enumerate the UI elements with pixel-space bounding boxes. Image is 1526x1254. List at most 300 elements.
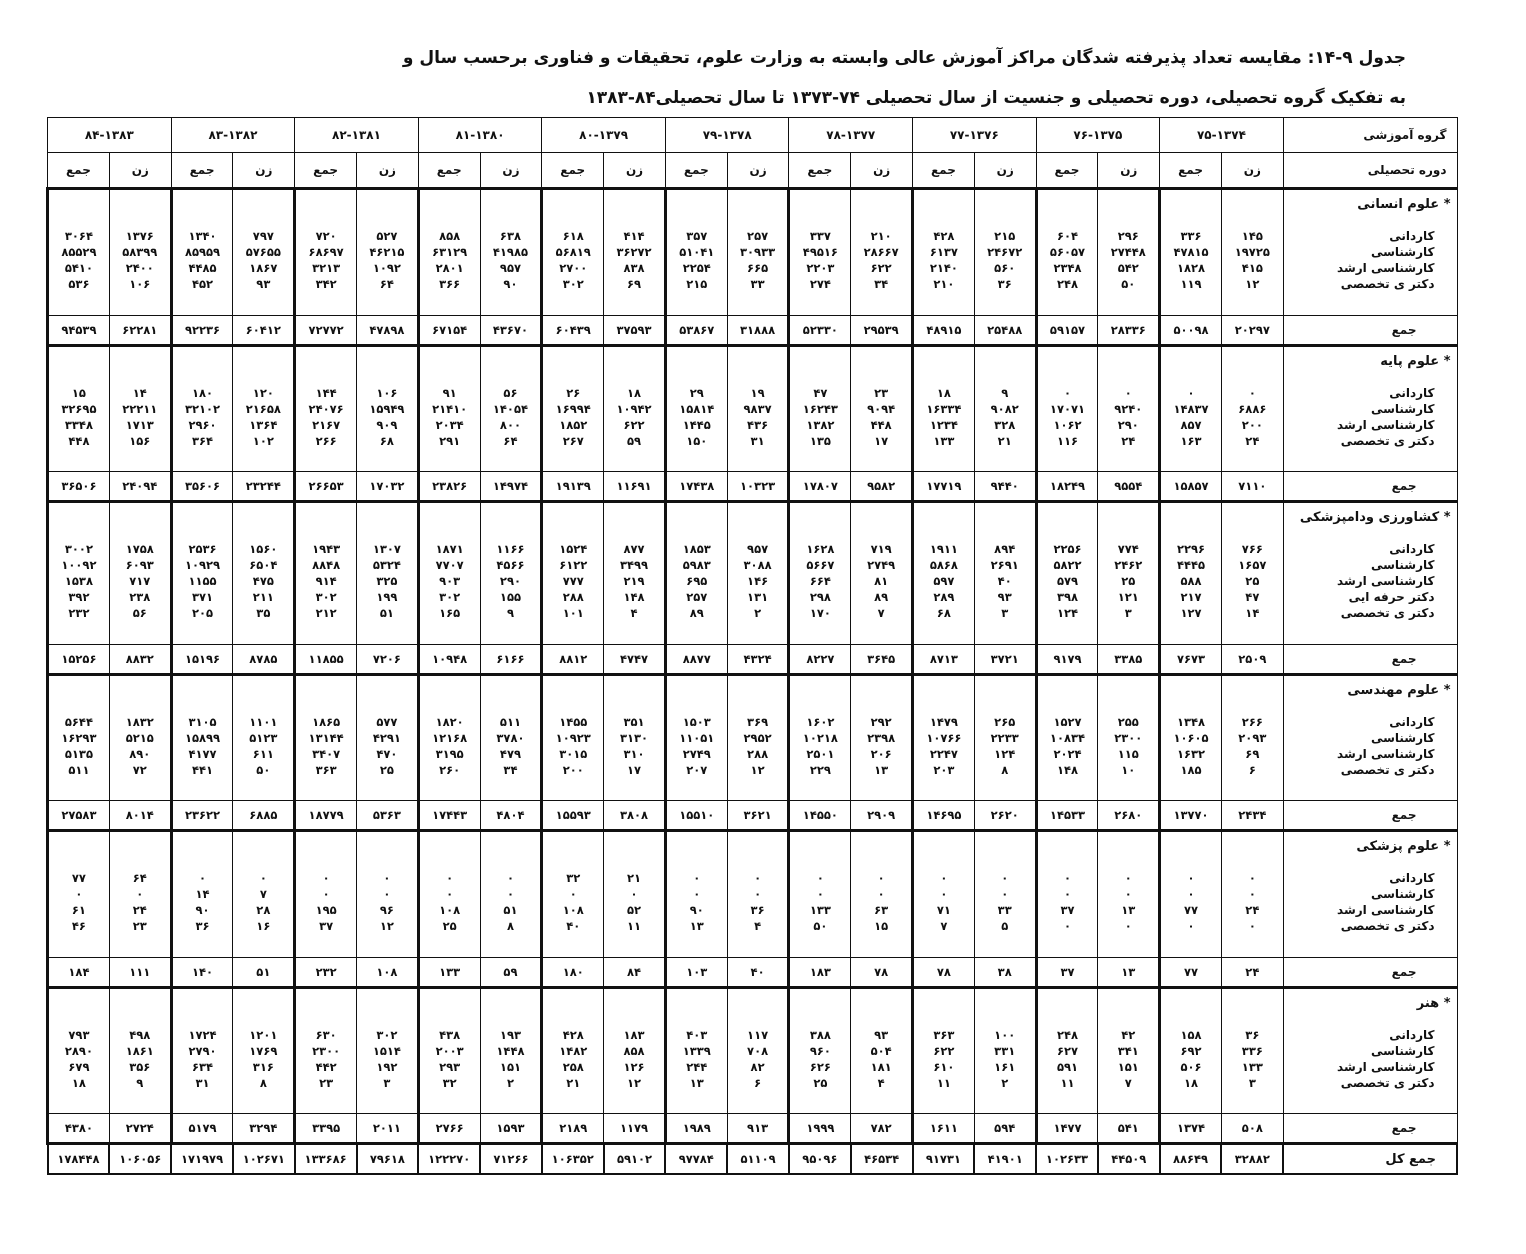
data-cell: ۲۹۰ [480, 573, 542, 589]
data-cell: ۲۱۶۷ [295, 417, 357, 433]
data-cell: ۱۱۶ [1036, 433, 1098, 449]
data-cell: ۶۲۲ [851, 260, 913, 276]
sum-cell: ۱۱۷۹ [604, 1114, 666, 1144]
data-cell: ۵۶۰۵۷ [1036, 244, 1098, 260]
data-cell: ۲۴۸ [1036, 276, 1098, 292]
data-cell: ۶۲۲ [913, 1043, 975, 1059]
sum-cell: ۵۱۷۹ [171, 1114, 233, 1144]
data-cell: ۲۷۴ [789, 276, 851, 292]
data-cell: ۳۰۲ [542, 276, 604, 292]
data-cell: ۱۰۶ [109, 276, 171, 292]
data-cell: ۷ [851, 605, 913, 621]
sum-cell: ۳۵۶۰۶ [171, 472, 233, 502]
data-cell: ۱۶۲۸ [789, 541, 851, 557]
sum-cell: ۲۶۶۵۳ [295, 472, 357, 502]
group-sum-row [48, 801, 1458, 831]
data-cell: ۲۶ [542, 385, 604, 401]
data-cell: ۵۴۲ [1098, 260, 1160, 276]
data-cell: ۴۱۴ [604, 228, 666, 244]
data-cell: ۵۸۶۸ [913, 557, 975, 573]
data-cell: ۰ [1221, 385, 1283, 401]
data-cell: ۲۴۰۰ [109, 260, 171, 276]
data-cell: ۴۲۸ [542, 1027, 604, 1043]
data-cell: ۳۶ [171, 918, 233, 934]
data-cell: ۱۳۳ [1221, 1059, 1283, 1075]
sum-cell: ۱۷۴۴۳ [418, 801, 480, 831]
data-cell: ۱۴۴ [295, 385, 357, 401]
data-cell: ۲۰۷ [665, 762, 727, 778]
data-row [48, 1043, 1458, 1059]
data-cell: ۲۹۱ [418, 433, 480, 449]
level-label: دکتر ی تخصصی [1283, 605, 1457, 621]
sum-cell: ۲۴۰۹۴ [109, 472, 171, 502]
header-year: ۷۶-۱۳۷۵ [1036, 118, 1160, 153]
data-cell: ۸۹۰ [109, 746, 171, 762]
sum-cell: ۱۸۲۴۹ [1036, 472, 1098, 502]
data-cell: ۰ [1098, 918, 1160, 934]
data-cell: ۴۲۸ [913, 228, 975, 244]
data-cell: ۱۸ [1160, 1075, 1222, 1091]
group-title-row [48, 502, 1458, 526]
sum-cell: ۴۳۶۷۰ [480, 315, 542, 345]
data-cell: ۱۴۸ [1036, 762, 1098, 778]
sum-cell: ۱۴۵۳۳ [1036, 801, 1098, 831]
sum-cell: ۸۸۱۲ [542, 644, 604, 674]
sum-cell: ۵۹۴ [974, 1114, 1036, 1144]
sum-cell: ۷۲۷۷۲ [295, 315, 357, 345]
sum-cell: ۱۵۵۱۰ [665, 801, 727, 831]
data-cell: ۷۷ [1160, 902, 1222, 918]
data-cell: ۶۱۱ [233, 746, 295, 762]
data-cell: ۶۳۸ [480, 228, 542, 244]
sum-cell: ۵۳۶۳ [357, 801, 419, 831]
data-cell: ۱۷۰۷۱ [1036, 401, 1098, 417]
sum-cell: ۱۶۱۱ [913, 1114, 975, 1144]
sum-cell: ۲۴ [1221, 957, 1283, 987]
data-cell: ۲ [480, 1075, 542, 1091]
group-name: * علوم مهندسی [1283, 674, 1457, 698]
data-cell: ۱۶۳۳۴ [913, 401, 975, 417]
data-cell: ۹۰۳ [418, 573, 480, 589]
sum-cell: ۳۶۴۵ [851, 644, 913, 674]
grand-total-cell: ۱۲۲۲۷۰ [418, 1144, 480, 1175]
sum-cell: ۴۸۰۴ [480, 801, 542, 831]
header-year: ۸۴-۱۳۸۳ [48, 118, 172, 153]
data-cell: ۸۵۷ [1160, 417, 1222, 433]
data-cell: ۳ [974, 605, 1036, 621]
sum-cell: ۵۹۱۵۷ [1036, 315, 1098, 345]
level-label: کارشناسی [1283, 244, 1457, 260]
sum-cell: ۱۵۸۵۷ [1160, 472, 1222, 502]
data-cell: ۵۰ [789, 918, 851, 934]
data-cell: ۳۶۶ [418, 276, 480, 292]
data-cell: ۲۹۸ [789, 589, 851, 605]
data-cell: ۷۲۰ [295, 228, 357, 244]
data-cell: ۱۱ [913, 1075, 975, 1091]
data-cell: ۰ [1160, 886, 1222, 902]
data-cell: ۲۵۳۶ [171, 541, 233, 557]
data-cell: ۵۳۲۴ [357, 557, 419, 573]
data-cell: ۰ [974, 886, 1036, 902]
data-cell: ۶۱۳۷ [913, 244, 975, 260]
data-cell: ۵۹۷ [913, 573, 975, 589]
level-label: کاردانی [1283, 228, 1457, 244]
data-cell: ۱۷۱۳ [109, 417, 171, 433]
data-cell: ۴۵۶۶ [480, 557, 542, 573]
data-cell: ۳۳۷ [789, 228, 851, 244]
sum-cell: ۷۸ [851, 957, 913, 987]
sum-cell: ۳۷۵۹۳ [604, 315, 666, 345]
grand-total-cell: ۸۸۶۴۹ [1160, 1144, 1222, 1175]
data-row [48, 417, 1458, 433]
group-sum-row [48, 957, 1458, 987]
data-row [48, 605, 1458, 621]
data-cell: ۱۰۸ [542, 902, 604, 918]
data-cell: ۳۶۳ [295, 762, 357, 778]
data-cell: ۴۶ [48, 918, 110, 934]
header-woman: زن [1098, 153, 1160, 189]
grand-total-cell: ۱۷۸۴۴۸ [48, 1144, 110, 1175]
data-cell: ۰ [295, 870, 357, 886]
data-cell: ۸ [233, 1075, 295, 1091]
data-cell: ۴۵۲ [171, 276, 233, 292]
data-cell: ۹۰۹۴ [851, 401, 913, 417]
level-label: کاردانی [1283, 870, 1457, 886]
data-cell: ۰ [1036, 886, 1098, 902]
grand-total-cell: ۱۰۶۳۵۲ [542, 1144, 604, 1175]
header-row-years [48, 118, 1458, 153]
sum-label: جمع [1283, 472, 1457, 502]
data-cell: ۲۲۵۶ [1036, 541, 1098, 557]
sum-cell: ۲۹۵۳۹ [851, 315, 913, 345]
header-total: جمع [913, 153, 975, 189]
data-cell: ۲۲۴۷ [913, 746, 975, 762]
data-cell: ۲۶۷ [542, 433, 604, 449]
data-cell: ۶۹ [604, 276, 666, 292]
data-cell: ۲۶۹۱ [974, 557, 1036, 573]
data-cell: ۷۱۷ [109, 573, 171, 589]
data-cell: ۱۳۷۶ [109, 228, 171, 244]
data-cell: ۵۰ [1098, 276, 1160, 292]
data-cell: ۰ [480, 886, 542, 902]
header-total: جمع [542, 153, 604, 189]
data-row [48, 244, 1458, 260]
data-cell: ۱۴ [171, 886, 233, 902]
data-cell: ۷۹۳ [48, 1027, 110, 1043]
data-cell: ۲۲۳۳ [974, 730, 1036, 746]
header-total: جمع [418, 153, 480, 189]
header-woman: زن [974, 153, 1036, 189]
level-label: کارشناسی [1283, 401, 1457, 417]
sum-cell: ۲۳۸۲۶ [418, 472, 480, 502]
data-cell: ۵۱۲۳ [233, 730, 295, 746]
sum-cell: ۹۵۵۴ [1098, 472, 1160, 502]
data-cell: ۸۲ [727, 1059, 789, 1075]
header-woman: زن [1221, 153, 1283, 189]
sum-cell: ۹۱۳ [727, 1114, 789, 1144]
data-cell: ۵۶ [480, 385, 542, 401]
sum-cell: ۷۱۱۰ [1221, 472, 1283, 502]
level-label: کارشناسی [1283, 730, 1457, 746]
data-cell: ۴۴۱ [171, 762, 233, 778]
data-cell: ۰ [1098, 886, 1160, 902]
data-cell: ۳۰۰۲ [48, 541, 110, 557]
data-cell: ۳۶۲۷۲ [604, 244, 666, 260]
data-cell: ۹۰۸۲ [974, 401, 1036, 417]
data-cell: ۲۳۸ [109, 589, 171, 605]
data-cell: ۳۴۲ [295, 276, 357, 292]
data-cell: ۲۴۸ [1036, 1027, 1098, 1043]
data-cell: ۰ [974, 870, 1036, 886]
data-cell: ۳۷۸۰ [480, 730, 542, 746]
data-cell: ۷۷۰۷ [418, 557, 480, 573]
data-cell: ۱۱۵۵ [171, 573, 233, 589]
data-cell: ۳۲۵ [357, 573, 419, 589]
data-cell: ۱۳۰۷ [357, 541, 419, 557]
data-cell: ۰ [418, 870, 480, 886]
data-cell: ۵۶ [109, 605, 171, 621]
table-title-line-2: به تفکیک گروه تحصیلی، دوره تحصیلی و جنسیت از سال تحصیلی ۷۴-۱۳۷۳ تا سال تحصیلی۸۴-۱۳۸۳ [586, 88, 1406, 108]
data-cell: ۰ [48, 886, 110, 902]
data-cell: ۲۹۰ [1098, 417, 1160, 433]
header-total: جمع [1036, 153, 1098, 189]
data-row [48, 557, 1458, 573]
data-cell: ۱۸۳۲ [109, 714, 171, 730]
data-cell: ۰ [109, 886, 171, 902]
data-cell: ۱۰ [1098, 762, 1160, 778]
data-cell: ۳۶۴ [171, 433, 233, 449]
data-cell: ۴۴۸ [48, 433, 110, 449]
group-name: * کشاورزی ودامپزشکی [1283, 502, 1457, 526]
data-cell: ۳۹۸ [1036, 589, 1098, 605]
data-cell: ۰ [1098, 870, 1160, 886]
data-cell: ۱۲۱۶۸ [418, 730, 480, 746]
data-cell: ۲۵۰۱ [789, 746, 851, 762]
sum-cell: ۷۷ [1160, 957, 1222, 987]
data-cell: ۱۸۲۰ [418, 714, 480, 730]
data-cell: ۸۹ [851, 589, 913, 605]
data-cell: ۶۴ [480, 433, 542, 449]
data-cell: ۱۸۶۱ [109, 1043, 171, 1059]
group-name: * علوم انسانی [1283, 189, 1457, 213]
data-cell: ۲۴ [1098, 433, 1160, 449]
data-row [48, 746, 1458, 762]
data-cell: ۵۰ [233, 762, 295, 778]
sum-cell: ۳۸ [974, 957, 1036, 987]
data-cell: ۳۶ [1221, 1027, 1283, 1043]
data-cell: ۳۵ [233, 605, 295, 621]
data-cell: ۷۱۹ [851, 541, 913, 557]
data-cell: ۰ [851, 870, 913, 886]
data-cell: ۸۵۸ [604, 1043, 666, 1059]
data-cell: ۲۱۷ [1160, 589, 1222, 605]
data-cell: ۲۹۲ [851, 714, 913, 730]
data-cell: ۱۰۰ [974, 1027, 1036, 1043]
data-cell: ۱۳۴۰ [171, 228, 233, 244]
sum-cell: ۲۰۱۱ [357, 1114, 419, 1144]
data-cell: ۸۷۷ [604, 541, 666, 557]
group-name: * هنر [1283, 987, 1457, 1011]
grand-total-cell: ۷۱۲۶۶ [480, 1144, 542, 1175]
data-row [48, 433, 1458, 449]
header-group-label: گروه آموزشی [1283, 118, 1457, 153]
data-cell: ۳۱۰۵ [171, 714, 233, 730]
sum-cell: ۱۵۱۹۶ [171, 644, 233, 674]
sum-cell: ۱۹۸۹ [665, 1114, 727, 1144]
data-cell: ۳۷۱ [171, 589, 233, 605]
data-cell: ۳۴ [851, 276, 913, 292]
data-cell: ۷ [913, 918, 975, 934]
level-label: دکتر ی تخصصی [1283, 918, 1457, 934]
data-cell: ۰ [357, 870, 419, 886]
data-cell: ۳۸۸ [789, 1027, 851, 1043]
data-cell: ۷ [233, 886, 295, 902]
data-cell: ۲۹۵۲ [727, 730, 789, 746]
data-cell: ۳۷ [1036, 902, 1098, 918]
data-cell: ۲۵ [357, 762, 419, 778]
data-cell: ۲۱۵ [974, 228, 1036, 244]
data-cell: ۱۵ [48, 385, 110, 401]
data-cell: ۰ [1160, 385, 1222, 401]
level-label: دکتر ی تخصصی [1283, 433, 1457, 449]
data-cell: ۲۱۴۰ [913, 260, 975, 276]
data-cell: ۴۷۵ [233, 573, 295, 589]
data-cell: ۳ [1098, 605, 1160, 621]
sum-cell: ۷۲۰۶ [357, 644, 419, 674]
sum-cell: ۲۹۰۹ [851, 801, 913, 831]
header-year: ۸۳-۱۳۸۲ [171, 118, 295, 153]
header-year: ۷۷-۱۳۷۶ [913, 118, 1037, 153]
data-cell: ۲۲۹۶ [1160, 541, 1222, 557]
grand-total-cell: ۴۴۵۰۹ [1098, 1144, 1160, 1175]
data-cell: ۱۹۲ [357, 1059, 419, 1075]
sum-cell: ۱۸۷۷۹ [295, 801, 357, 831]
data-cell: ۰ [295, 886, 357, 902]
data-cell: ۶۸۸۶ [1221, 401, 1283, 417]
data-cell: ۱۶۳۲ [1160, 746, 1222, 762]
sum-cell: ۵۴۱ [1098, 1114, 1160, 1144]
data-cell: ۰ [1221, 918, 1283, 934]
data-cell: ۲۹۶ [1098, 228, 1160, 244]
data-cell: ۳۱۰ [604, 746, 666, 762]
data-cell: ۹۳ [851, 1027, 913, 1043]
sum-cell: ۳۳۹۵ [295, 1114, 357, 1144]
data-cell: ۰ [789, 870, 851, 886]
data-cell: ۲۰۲۴ [1036, 746, 1098, 762]
data-cell: ۰ [913, 870, 975, 886]
admissions-table [46, 117, 1458, 1175]
data-cell: ۵۰۶ [1160, 1059, 1222, 1075]
data-cell: ۵۱۳۵ [48, 746, 110, 762]
data-cell: ۱۰۹۲۳ [542, 730, 604, 746]
data-row [48, 1059, 1458, 1075]
data-cell: ۵۳۶ [48, 276, 110, 292]
data-cell: ۱۰۱ [542, 605, 604, 621]
level-label: کارشناسی [1283, 886, 1457, 902]
sum-cell: ۱۷۸۰۷ [789, 472, 851, 502]
data-cell: ۲۹ [665, 385, 727, 401]
grand-total-cell: ۱۷۱۹۷۹ [171, 1144, 233, 1175]
data-cell: ۲۹۶۰ [171, 417, 233, 433]
data-cell: ۵۶۸۱۹ [542, 244, 604, 260]
data-cell: ۲۵ [418, 918, 480, 934]
sum-cell: ۷۸۲ [851, 1114, 913, 1144]
data-cell: ۳۵۶ [109, 1059, 171, 1075]
data-cell: ۰ [480, 870, 542, 886]
data-cell: ۲۱۹ [604, 573, 666, 589]
data-cell: ۰ [1036, 870, 1098, 886]
data-cell: ۰ [913, 886, 975, 902]
data-cell: ۴۴۴۵ [1160, 557, 1222, 573]
data-cell: ۱۵۱ [1098, 1059, 1160, 1075]
data-cell: ۵ [974, 918, 1036, 934]
sum-cell: ۲۵۴۸۸ [974, 315, 1036, 345]
data-cell: ۲۱۲ [295, 605, 357, 621]
sum-cell: ۱۷۷۱۹ [913, 472, 975, 502]
group-title-row [48, 345, 1458, 369]
data-cell: ۲۰۶ [851, 746, 913, 762]
sum-cell: ۵۳۸۶۷ [665, 315, 727, 345]
data-cell: ۱۲۴ [1036, 605, 1098, 621]
data-cell: ۱۳ [1098, 902, 1160, 918]
data-cell: ۹۱۴ [295, 573, 357, 589]
data-cell: ۳۵۱ [604, 714, 666, 730]
data-cell: ۱۴۵ [1221, 228, 1283, 244]
data-cell: ۱۷۲۴ [171, 1027, 233, 1043]
data-cell: ۸۵۸ [418, 228, 480, 244]
data-cell: ۱۰۹۲ [357, 260, 419, 276]
data-cell: ۳۴ [480, 762, 542, 778]
data-cell: ۸ [480, 918, 542, 934]
grand-total-row [48, 1144, 1458, 1175]
data-cell: ۲۴۰۷۶ [295, 401, 357, 417]
data-cell: ۴ [727, 918, 789, 934]
level-label: کارشناسی ارشد [1283, 573, 1457, 589]
data-cell: ۵۱۰۴۱ [665, 244, 727, 260]
data-cell: ۱۰۷۶۶ [913, 730, 975, 746]
data-cell: ۲۳۲ [48, 605, 110, 621]
data-cell: ۱۶۱ [974, 1059, 1036, 1075]
data-cell: ۱۰۸۳۴ [1036, 730, 1098, 746]
data-row [48, 573, 1458, 589]
data-cell: ۱۹ [727, 385, 789, 401]
data-cell: ۱۸۳ [604, 1027, 666, 1043]
data-cell: ۴۳۶ [727, 417, 789, 433]
data-cell: ۹ [109, 1075, 171, 1091]
sum-cell: ۸۸۷۷ [665, 644, 727, 674]
sum-cell: ۸۷۸۵ [233, 644, 295, 674]
grand-total-cell: ۱۰۶۰۵۶ [109, 1144, 171, 1175]
sum-cell: ۲۵۰۹ [1221, 644, 1283, 674]
data-cell: ۶۷۹ [48, 1059, 110, 1075]
group-sum-row [48, 1114, 1458, 1144]
data-cell: ۹۵۷ [727, 541, 789, 557]
data-cell: ۱۵۵ [480, 589, 542, 605]
data-cell: ۶۸ [357, 433, 419, 449]
data-cell: ۰ [789, 886, 851, 902]
data-cell: ۵۹ [604, 433, 666, 449]
data-cell: ۹۰ [171, 902, 233, 918]
group-title-row [48, 987, 1458, 1011]
sum-cell: ۷۸ [913, 957, 975, 987]
sum-cell: ۹۱۷۹ [1036, 644, 1098, 674]
sum-cell: ۷۶۷۳ [1160, 644, 1222, 674]
data-cell: ۲۵۵ [1098, 714, 1160, 730]
sum-cell: ۱۵۵۹۳ [542, 801, 604, 831]
data-cell: ۳۱۳۰ [604, 730, 666, 746]
data-cell: ۹ [480, 605, 542, 621]
data-cell: ۱۵۹۴۹ [357, 401, 419, 417]
